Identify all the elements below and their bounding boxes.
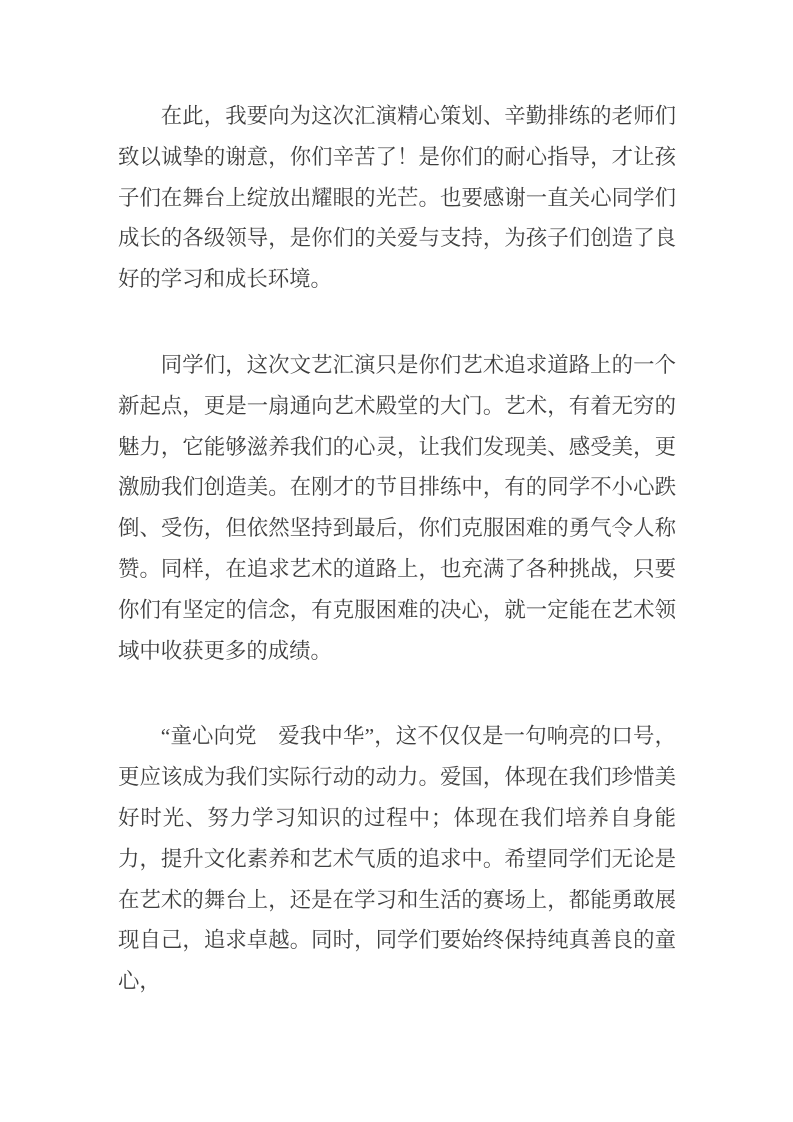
paragraph-slogan-patriotism: “童心向党 爱我中华”，这不仅仅是一句响亮的口号，更应该成为我们实际行动的动力。爱国，体现在我们珍惜美好时光、努力学习知识的过程中；体现在我们培养自身能力，提升文化素养和艺术气质的追求中。希望同学们无论是在艺术的舞台上，还是在学习和生活的赛场上，都能勇敢展现自己，追求卓越。同时，同学们要始终保持纯真善良的童心， — [118, 724, 676, 994]
document-text-block — [118, 96, 676, 1047]
paragraph-art-journey: 同学们，这次文艺汇演只是你们艺术追求道路上的一个新起点，更是一扇通向艺术殿堂的大门。艺术，有着无穷的魅力，它能够滋养我们的心灵，让我们发现美、感受美，更激励我们创造美。在刚才的节目排练中，有的同学不小心跌倒、受伤，但依然坚持到最后，你们克服困难的勇气令人称赞。同样，在追求艺术的道路上，也充满了各种挑战，只要你们有坚定的信念，有克服困难的决心，就一定能在艺术领域中收获更多的成绩。 — [118, 352, 676, 663]
paragraph-thanks-teachers: 在此，我要向为这次汇演精心策划、辛勤排练的老师们致以诚挚的谢意，你们辛苦了！是你们的耐心指导，才让孩子们在舞台上绽放出耀眼的光芒。也要感谢一直关心同学们成长的各级领导，是你们的关爱与支持，为孩子们创造了良好的学习和成长环境。 — [118, 104, 676, 292]
